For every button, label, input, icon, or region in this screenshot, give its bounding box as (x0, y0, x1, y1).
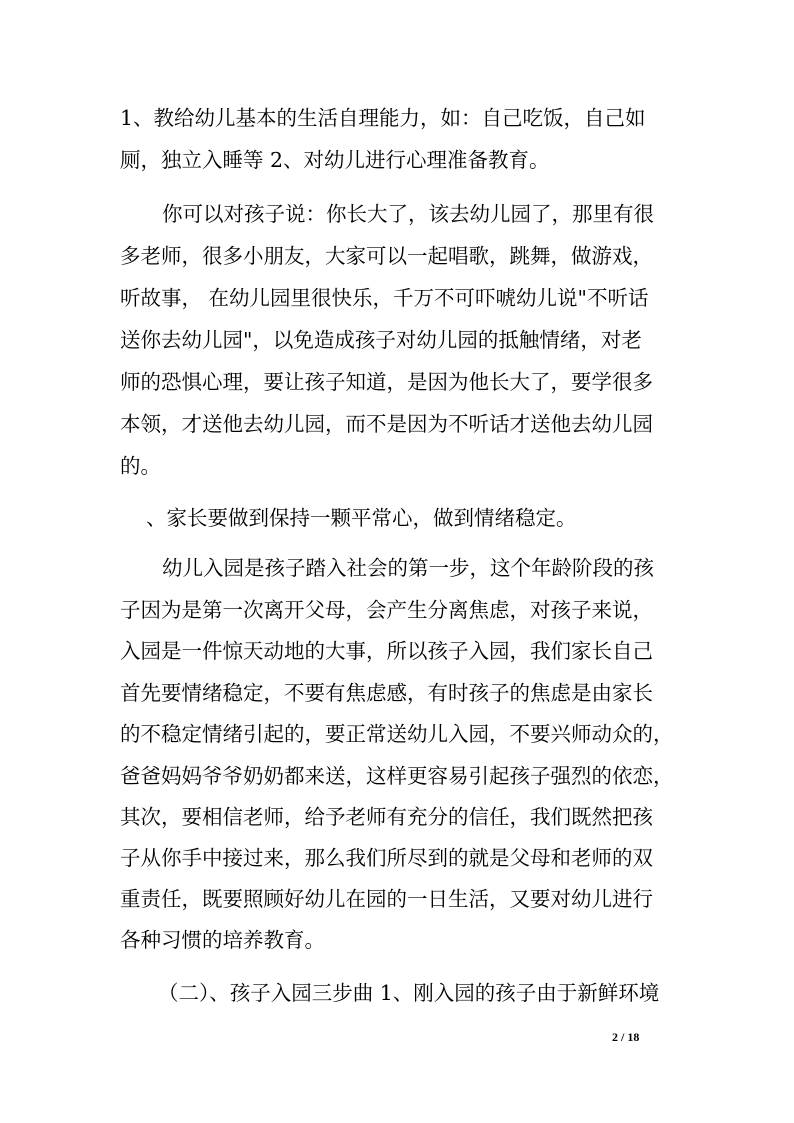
text-line: 、家长要做到保持一颗平常心，做到情绪稳定。 (146, 506, 577, 530)
text-line: 子因为是第一次离开父母，会产生分离焦虑，对孩子来说， (120, 598, 653, 622)
text-line: 听故事， 在幼儿园里很快乐，千万不可吓唬幼儿说"不听话 (120, 286, 649, 310)
text-line: 子从你手中接过来，那么我们所尽到的就是父母和老师的双 (120, 846, 653, 870)
text-line: 送你去幼儿园"，以免造成孩子对幼儿园的抵触情绪，对老 (120, 328, 642, 352)
text-line: 的。 (120, 454, 161, 478)
text-line: 厕，独立入睡等 2、对幼儿进行心理准备教育。 (120, 148, 550, 172)
text-line: 爸爸妈妈爷爷奶奶都来送，这样更容易引起孩子强烈的依恋， (120, 764, 674, 788)
text-line: 首先要情绪稳定，不要有焦虑感，有时孩子的焦虑是由家长 (120, 681, 653, 705)
text-line: 你可以对孩子说：你长大了，该去幼儿园了，那里有很 (162, 202, 654, 226)
text-line: 其次，要相信老师，给予老师有充分的信任，我们既然把孩 (120, 805, 653, 829)
page-number: 2 / 18 (612, 1030, 640, 1044)
text-line: 各种习惯的培养教育。 (120, 928, 325, 952)
text-line: 本领，才送他去幼儿园，而不是因为不听话才送他去幼儿园 (120, 412, 653, 436)
text-line: 幼儿入园是孩子踏入社会的第一步，这个年龄阶段的孩 (162, 556, 654, 580)
text-line: 师的恐惧心理，要让孩子知道，是因为他长大了，要学很多 (120, 370, 653, 394)
text-line: （二）、孩子入园三步曲 1、刚入园的孩子由于新鲜环境 (158, 981, 660, 1005)
text-line: 入园是一件惊天动地的大事，所以孩子入园，我们家长自己 (120, 639, 653, 663)
text-line: 重责任，既要照顾好幼儿在园的一日生活，又要对幼儿进行 (120, 887, 653, 911)
text-line: 的不稳定情绪引起的，要正常送幼儿入园，不要兴师动众的， (120, 722, 674, 746)
text-line: 1、教给幼儿基本的生活自理能力，如：自己吃饭，自己如 (120, 106, 646, 130)
text-line: 多老师，很多小朋友，大家可以一起唱歌，跳舞，做游戏， (120, 244, 653, 268)
